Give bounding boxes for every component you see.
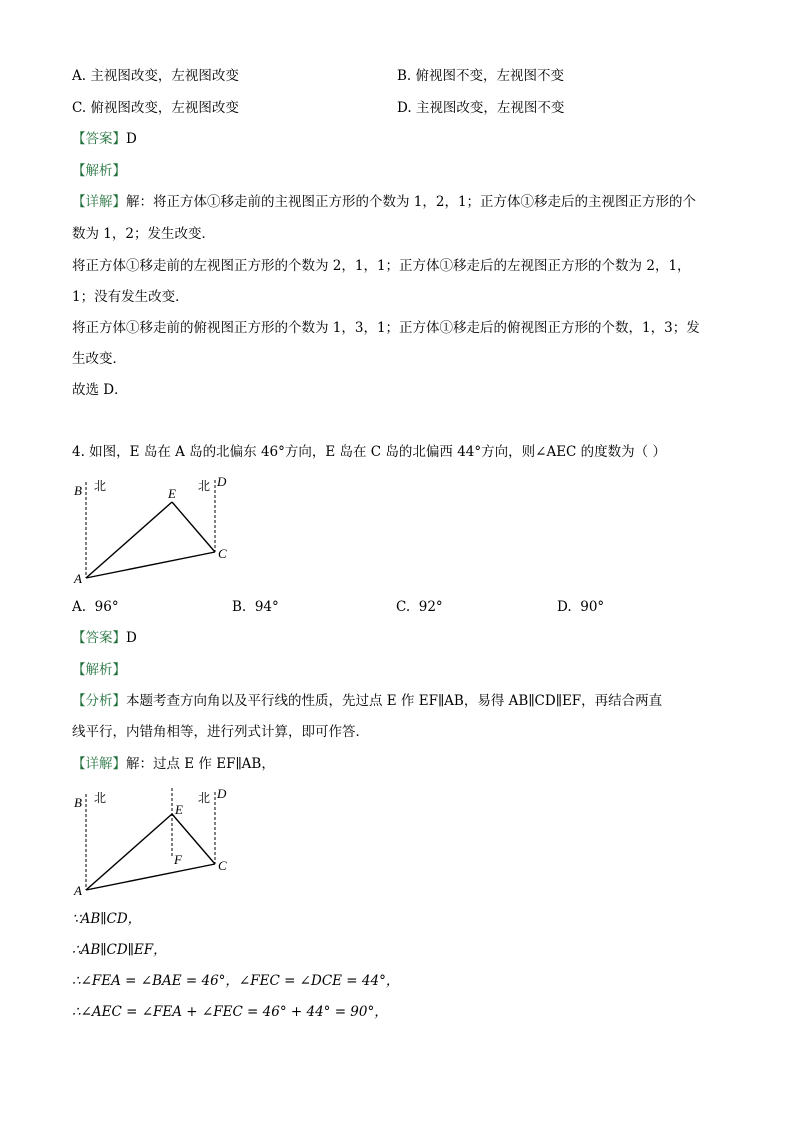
label-b: B: [74, 795, 82, 810]
segment-ec: [172, 502, 215, 552]
label-a: A: [74, 571, 82, 586]
q4-proof-line-1: ∵AB∥CD，: [72, 911, 142, 927]
q4-proof-line-3: ∴∠FEA = ∠BAE = 46°，∠FEC = ∠DCE = 44°，: [72, 973, 400, 989]
q4-answer: 【答案】D: [72, 630, 137, 646]
q3-option-b: B. 俯视图不变，左视图不变: [397, 68, 565, 84]
label-f: F: [174, 852, 182, 867]
q4-option-d: D. 90°: [557, 599, 605, 615]
label-a: A: [74, 883, 82, 898]
q4-fenxi-line-1: 【分析】本题考查方向角以及平行线的性质，先过点 E 作 EF∥AB，易得 AB∥CD∥EF，再结合两直: [72, 693, 663, 709]
label-north-a: 北: [94, 791, 107, 805]
q3-answer: 【答案】D: [72, 131, 137, 147]
segment-ac: [86, 552, 215, 578]
q4-analysis-heading: 【解析】: [72, 662, 126, 678]
label-d: D: [217, 474, 227, 489]
q3-option-c: C. 俯视图改变，左视图改变: [72, 100, 239, 116]
q4-proof-line-4: ∴∠AEC = ∠FEA + ∠FEC = 46° + 44° = 90°，: [72, 1004, 388, 1020]
q3-detail-line-2: 数为 1，2；发生改变．: [72, 226, 215, 242]
segment-ac: [86, 864, 215, 890]
q4-solution-figure: [70, 782, 240, 902]
q4-proof-line-2: ∴AB∥CD∥EF，: [72, 942, 167, 958]
q3-option-a: A. 主视图改变，左视图改变: [72, 68, 239, 84]
label-north-c: 北: [198, 791, 211, 805]
label-north-c: 北: [198, 479, 211, 493]
label-c: C: [218, 858, 227, 873]
segment-ae: [86, 502, 172, 578]
label-b: B: [74, 483, 82, 498]
q4-option-a: A. 96°: [72, 599, 119, 615]
q4-figure: [70, 470, 240, 590]
q4-detail-line-1: 【详解】解：过点 E 作 EF∥AB，: [72, 756, 275, 772]
q3-detail-line-1: 【详解】解：将正方体①移走前的主视图正方形的个数为 1，2，1；正方体①移走后的主视图正方形的个: [72, 194, 697, 210]
segment-ae: [86, 814, 172, 890]
q3-option-d: D. 主视图改变，左视图不变: [397, 100, 565, 116]
q4-question: 4. 如图，E 岛在 A 岛的北偏东 46°方向，E 岛在 C 岛的北偏西 44°方向，则∠AEC 的度数为（ ）: [72, 444, 666, 460]
label-c: C: [218, 546, 227, 561]
label-d: D: [217, 786, 227, 801]
q3-detail-line-5: 将正方体①移走前的俯视图正方形的个数为 1，3，1；正方体①移走后的俯视图正方形的个数，1，3；发: [72, 320, 700, 336]
q4-option-b: B. 94°: [232, 599, 279, 615]
q3-detail-line-3: 将正方体①移走前的左视图正方形的个数为 2，1，1；正方体①移走后的左视图正方形的个数为 2，1，: [72, 258, 691, 274]
q4-option-c: C. 92°: [396, 599, 443, 615]
q3-detail-line-4: 1；没有发生改变．: [72, 289, 189, 305]
q4-fenxi-line-2: 线平行，内错角相等，进行列式计算，即可作答．: [72, 724, 369, 740]
q3-detail-line-6: 生改变．: [72, 351, 126, 367]
label-e: E: [168, 486, 176, 501]
label-e: E: [175, 802, 183, 817]
q3-detail-line-7: 故选 D．: [72, 382, 128, 398]
q3-analysis-heading: 【解析】: [72, 163, 126, 179]
label-north-a: 北: [94, 479, 107, 493]
